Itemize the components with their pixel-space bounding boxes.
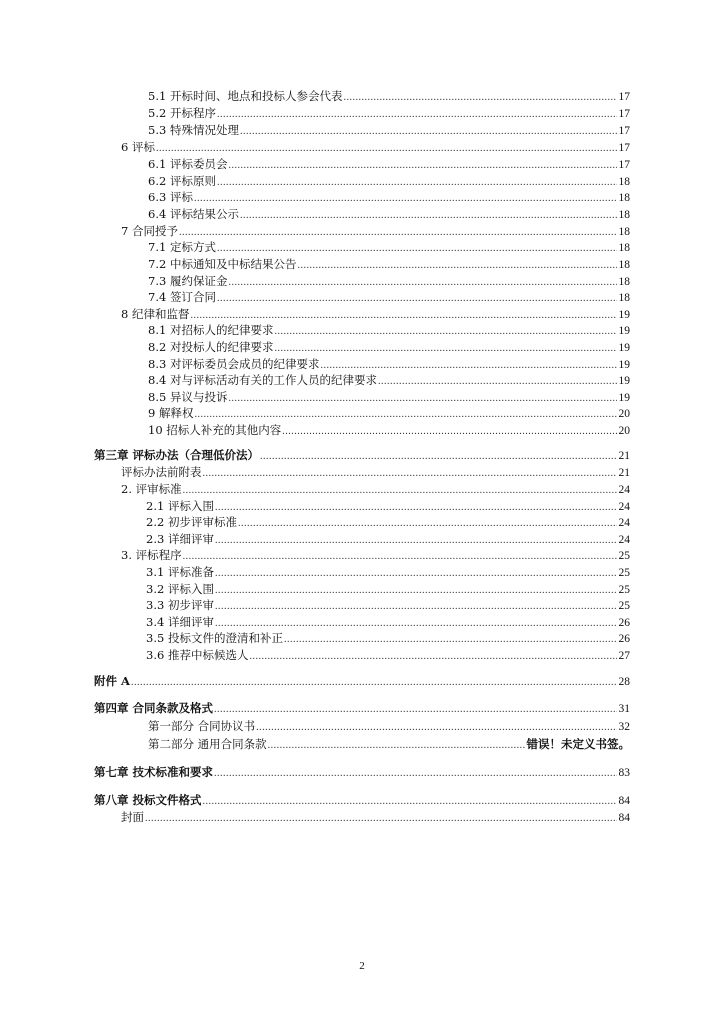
- toc-entry-label: 10 招标人补充的其他内容: [148, 423, 282, 437]
- toc-entry-6[interactable]: [121, 140, 630, 155]
- toc-entry-10[interactable]: [148, 423, 630, 438]
- leader-dots: [190, 308, 616, 323]
- leader-dots: [284, 632, 617, 647]
- toc-entry-label: 封面: [121, 810, 144, 824]
- leader-dots: [214, 766, 616, 781]
- toc-entry-page: 20: [618, 408, 630, 420]
- leader-dots: [203, 794, 617, 809]
- toc-chapter-8[interactable]: [94, 793, 630, 808]
- toc-entry-label: 2. 评审标准: [121, 482, 182, 496]
- toc-entry-label: 9 解释权: [148, 406, 194, 420]
- toc-entry-page: 19: [618, 375, 630, 387]
- toc-entry-label: 3. 评标程序: [121, 548, 182, 562]
- leader-dots: [145, 811, 617, 826]
- toc-entry-label: 3.5 投标文件的澄清和补正: [146, 631, 283, 645]
- toc-entry-label: 3.6 推荐中标候选人: [146, 648, 249, 662]
- toc-entry-page: 26: [618, 633, 630, 645]
- toc-entry-page: 18: [618, 176, 630, 188]
- toc-entry-cover[interactable]: [121, 810, 630, 825]
- toc-entry-label: 6.2 评标原则: [148, 174, 216, 188]
- toc-entry-page: 18: [618, 226, 630, 238]
- toc-entry-label: 6.4 评标结果公示: [148, 207, 239, 221]
- toc-entry-page: 17: [618, 108, 630, 120]
- toc-entry-label: 7.3 履约保证金: [148, 274, 228, 288]
- toc-entry-page: 19: [618, 325, 630, 337]
- toc-entry-label: 5.2 开标程序: [148, 106, 216, 120]
- toc-entry-label: 3.2 评标入围: [146, 582, 214, 596]
- leader-dots: [274, 341, 616, 356]
- toc-entry-scoring-table[interactable]: [121, 465, 630, 480]
- leader-dots: [215, 583, 617, 598]
- leader-dots: [297, 258, 616, 273]
- leader-dots: [240, 124, 617, 139]
- toc-entry-8[interactable]: [121, 307, 630, 322]
- toc-entry-label: 2.3 详细评审: [146, 532, 214, 546]
- toc-entry-label: 3.3 初步评审: [146, 598, 214, 612]
- toc-entry-3-3[interactable]: [146, 598, 630, 613]
- toc-entry-2-2[interactable]: [146, 515, 630, 530]
- leader-dots: [183, 483, 617, 498]
- leader-dots: [249, 649, 616, 664]
- toc-entry-page: 17: [618, 125, 630, 137]
- leader-dots: [183, 549, 617, 564]
- toc-entry-3-2[interactable]: [146, 582, 630, 597]
- toc-entry-label: 7.1 定标方式: [148, 240, 216, 254]
- toc-entry-3-procedure[interactable]: [121, 548, 630, 563]
- page-number: 2: [359, 960, 365, 972]
- toc-entry-label: 2.2 初步评审标准: [146, 515, 237, 529]
- leader-dots: [320, 358, 616, 373]
- leader-dots: [131, 675, 617, 690]
- toc-entry-label: 2.1 评标入围: [146, 499, 214, 513]
- toc-entry-page: 24: [618, 484, 630, 496]
- toc-entry-5-2[interactable]: [148, 106, 630, 121]
- toc-entry-page: 19: [618, 392, 630, 404]
- leader-dots: [378, 374, 617, 389]
- leader-dots: [156, 141, 617, 156]
- toc-entry-label: 第八章 投标文件格式: [94, 793, 202, 807]
- toc-entry-9[interactable]: [148, 406, 630, 421]
- toc-entry-page-error: 错误！未定义书签。: [526, 739, 630, 751]
- toc-entry-page: 18: [618, 276, 630, 288]
- leader-dots: [215, 566, 617, 581]
- toc-entry-5-3[interactable]: [148, 123, 630, 138]
- toc-entry-7[interactable]: [121, 224, 630, 239]
- toc-entry-3-4[interactable]: [146, 615, 630, 630]
- toc-entry-page: 24: [618, 534, 630, 546]
- toc-entry-3-6[interactable]: [146, 648, 630, 663]
- toc-entry-2-review-standard[interactable]: [121, 482, 630, 497]
- leader-dots: [215, 500, 617, 515]
- toc-entry-page: 25: [618, 600, 630, 612]
- leader-dots: [274, 324, 616, 339]
- toc-entry-label: 8.1 对招标人的纪律要求: [148, 323, 274, 337]
- toc-entry-3-1[interactable]: [146, 565, 630, 580]
- toc-entry-label: 第二部分 通用合同条款: [148, 737, 267, 751]
- toc-entry-page: 20: [618, 425, 630, 437]
- toc-appendix-a[interactable]: [94, 674, 630, 689]
- leader-dots: [215, 599, 617, 614]
- toc-entry-page: 18: [618, 192, 630, 204]
- leader-dots: [217, 107, 617, 122]
- toc-entry-page: 25: [618, 584, 630, 596]
- toc-entry-6-3[interactable]: [148, 190, 630, 205]
- leader-dots: [179, 225, 617, 240]
- toc-entry-6-4[interactable]: [148, 207, 630, 222]
- toc-entry-label: 附件 A: [94, 674, 130, 688]
- toc-entry-page: 28: [618, 676, 630, 688]
- toc-entry-page: 17: [618, 159, 630, 171]
- leader-dots: [256, 720, 616, 735]
- toc-entry-page: 84: [618, 795, 630, 807]
- toc-entry-8-4[interactable]: [148, 373, 630, 388]
- toc-entry-page: 18: [618, 292, 630, 304]
- leader-dots: [214, 702, 616, 717]
- leader-dots: [194, 407, 616, 422]
- toc-entry-page: 19: [618, 309, 630, 321]
- toc-entry-label: 第四章 合同条款及格式: [94, 701, 214, 715]
- leader-dots: [217, 241, 617, 256]
- toc-entry-page: 24: [618, 517, 630, 529]
- leader-dots: [217, 291, 617, 306]
- toc-entry-label: 7.4 签订合同: [148, 290, 216, 304]
- toc-entry-page: 25: [618, 567, 630, 579]
- toc-entry-page: 31: [618, 703, 630, 715]
- toc-entry-label: 3.4 详细评审: [146, 615, 214, 629]
- toc-entry-7-3[interactable]: [148, 274, 630, 289]
- toc-entry-2-1[interactable]: [146, 499, 630, 514]
- toc-entry-label: 第一部分 合同协议书: [148, 719, 256, 733]
- toc-entry-7-4[interactable]: [148, 290, 630, 305]
- toc-entry-page: 32: [618, 721, 630, 733]
- toc-entry-label: 8 纪律和监督: [121, 307, 190, 321]
- leader-dots: [282, 424, 616, 439]
- toc-entry-label: 3.1 评标准备: [146, 565, 214, 579]
- toc-entry-2-3[interactable]: [146, 532, 630, 547]
- leader-dots: [228, 391, 616, 406]
- leader-dots: [215, 533, 617, 548]
- toc-entry-8-1[interactable]: [148, 323, 630, 338]
- toc-entry-page: 21: [618, 467, 630, 479]
- toc-entry-page: 17: [618, 142, 630, 154]
- toc-entry-label: 5.3 特殊情况处理: [148, 123, 239, 137]
- leader-dots: [203, 466, 617, 481]
- toc-entry-label: 8.3 对评标委员会成员的纪律要求: [148, 357, 320, 371]
- leader-dots: [228, 158, 616, 173]
- toc-entry-page: 17: [618, 91, 630, 103]
- toc-entry-page: 18: [618, 259, 630, 271]
- toc-entry-label: 第三章 评标办法（合理低价法）: [94, 448, 260, 462]
- toc-entry-label: 6.3 评标: [148, 190, 193, 204]
- toc-entry-8-2[interactable]: [148, 340, 630, 355]
- toc-entry-page: 83: [618, 767, 630, 779]
- toc-entry-8-5[interactable]: [148, 390, 630, 405]
- toc-entry-3-5[interactable]: [146, 631, 630, 646]
- toc-entry-5-1[interactable]: [148, 89, 630, 104]
- leader-dots: [215, 616, 617, 631]
- toc-entry-page: 19: [618, 342, 630, 354]
- toc-entry-page: 24: [618, 501, 630, 513]
- toc-entry-part-2[interactable]: [148, 737, 630, 752]
- toc-entry-label: 8.5 异议与投诉: [148, 390, 228, 404]
- leader-dots: [238, 516, 617, 531]
- toc-entry-label: 6.1 评标委员会: [148, 157, 228, 171]
- leader-dots: [240, 208, 617, 223]
- toc-entry-page: 21: [618, 450, 630, 462]
- toc-entry-page: 26: [618, 617, 630, 629]
- toc-entry-label: 第七章 技术标准和要求: [94, 765, 214, 779]
- toc-entry-label: 8.4 对与评标活动有关的工作人员的纪律要求: [148, 373, 377, 387]
- toc-entry-label: 7.2 中标通知及中标结果公告: [148, 257, 297, 271]
- leader-dots: [217, 175, 617, 190]
- toc-entry-page: 27: [618, 650, 630, 662]
- toc-entry-part-1[interactable]: [148, 719, 630, 734]
- toc-entry-label: 评标办法前附表: [121, 465, 202, 479]
- toc-entry-page: 18: [618, 209, 630, 221]
- toc-entry-label: 5.1 开标时间、地点和投标人参会代表: [148, 89, 343, 103]
- toc-entry-8-3[interactable]: [148, 357, 630, 372]
- toc-entry-7-1[interactable]: [148, 240, 630, 255]
- leader-dots: [194, 191, 617, 206]
- leader-dots: [268, 738, 525, 753]
- toc-chapter-3[interactable]: [94, 448, 630, 463]
- toc-entry-label: 7 合同授予: [121, 224, 178, 238]
- toc-entry-page: 19: [618, 359, 630, 371]
- toc-entry-page: 84: [618, 812, 630, 824]
- toc-chapter-4[interactable]: [94, 701, 630, 716]
- toc-entry-page: 18: [618, 242, 630, 254]
- leader-dots: [260, 449, 616, 464]
- toc-chapter-7[interactable]: [94, 765, 630, 780]
- toc-entry-label: 8.2 对投标人的纪律要求: [148, 340, 274, 354]
- leader-dots: [228, 275, 616, 290]
- toc-entry-page: 25: [618, 550, 630, 562]
- toc-entry-6-2[interactable]: [148, 174, 630, 189]
- toc-entry-6-1[interactable]: [148, 157, 630, 172]
- toc-entry-7-2[interactable]: [148, 257, 630, 272]
- toc-entry-label: 6 评标: [121, 140, 155, 154]
- leader-dots: [343, 90, 616, 105]
